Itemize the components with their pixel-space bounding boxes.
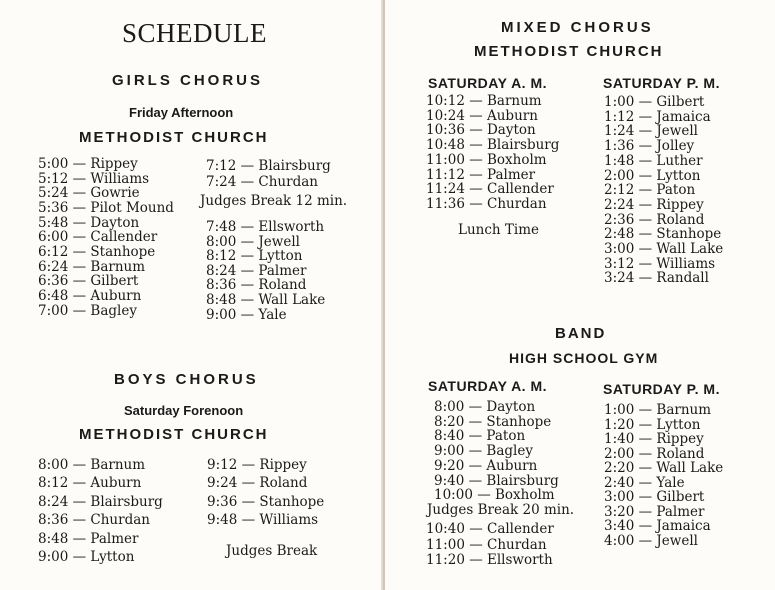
schedule-title: SCHEDULE [122, 18, 267, 48]
boys-chorus-day: Saturday Forenoon [124, 403, 244, 418]
schedule-entry: 3:24 — Randall [604, 270, 709, 287]
schedule-entry: 11:12 — Palmer [426, 166, 536, 183]
schedule-entry: 5:48 — Dayton [38, 214, 140, 231]
schedule-entry: 10:12 — Barnum [426, 93, 542, 109]
schedule-entry: 6:24 — Barnum [38, 258, 146, 275]
schedule-entry: 8:00 — Barnum [38, 457, 146, 473]
schedule-entry: 11:24 — Callender [426, 181, 554, 198]
girls-chorus-location: METHODIST CHURCH [79, 129, 269, 146]
boys-chorus-location: METHODIST CHURCH [79, 426, 269, 443]
schedule-entry: 8:24 — Blairsburg [38, 493, 163, 510]
mixed-chorus-heading: MIXED CHORUS [501, 19, 654, 36]
schedule-entry: 2:12 — Paton [604, 182, 696, 199]
boys-chorus-heading: BOYS CHORUS [114, 371, 259, 388]
band-am-list-b [426, 522, 554, 569]
schedule-entry: 9:12 — Rippey [207, 457, 307, 473]
schedule-entry: 8:48 — Palmer [38, 530, 139, 547]
band-pm-header: SATURDAY P. M. [603, 381, 720, 397]
schedule-entry: 3:00 — Gilbert [604, 489, 705, 505]
girls-judges-break: Judges Break 12 min. [200, 193, 348, 209]
schedule-entry: 9:40 — Blairsburg [434, 472, 559, 489]
schedule-entry: 2:36 — Roland [604, 211, 705, 228]
schedule-entry: 9:00 — Bagley [434, 443, 533, 460]
girls-chorus-heading: GIRLS CHORUS [112, 72, 264, 89]
schedule-entry: 5:00 — Rippey [38, 156, 138, 172]
schedule-entry: 2:24 — Rippey [604, 196, 704, 213]
band-judges-break: Judges Break 20 min. [427, 502, 575, 518]
schedule-entry: 3:20 — Palmer [604, 503, 705, 520]
schedule-entry: 8:00 — Dayton [434, 399, 536, 415]
schedule-entry: 8:12 — Lytton [206, 248, 303, 265]
schedule-entry: 7:24 — Churdan [206, 173, 318, 190]
mixed-pm-header: SATURDAY P. M. [603, 75, 720, 91]
band-pm-list [604, 403, 723, 548]
schedule-entry: 3:12 — Williams [604, 255, 716, 272]
schedule-entry: 2:20 — Wall Lake [604, 460, 724, 476]
schedule-entry: 11:00 — Churdan [426, 536, 547, 553]
schedule-entry: 2:48 — Stanhope [604, 226, 722, 243]
schedule-entry: 10:24 — Auburn [426, 107, 538, 124]
mixed-chorus-am-list [426, 94, 559, 212]
schedule-entry: 9:20 — Auburn [434, 457, 538, 474]
schedule-entry: 10:40 — Callender [426, 521, 554, 537]
schedule-entry: 8:20 — Stanhope [434, 413, 552, 430]
schedule-entry: 2:00 — Lytton [604, 167, 701, 184]
schedule-entry: 11:20 — Ellsworth [426, 552, 553, 568]
schedule-entry: 5:36 — Pilot Mound [38, 199, 174, 216]
schedule-entry: 1:48 — Luther [604, 152, 703, 169]
band-location: HIGH SCHOOL GYM [509, 350, 659, 366]
schedule-entry: 7:12 — Blairsburg [206, 158, 331, 174]
schedule-entry: 1:40 — Rippey [604, 431, 704, 447]
schedule-entry: 10:00 — Boxholm [434, 487, 555, 504]
mixed-lunch-time: Lunch Time [458, 222, 540, 238]
right-page [385, 0, 775, 590]
schedule-entry: 9:36 — Stanhope [207, 493, 325, 510]
schedule-entry: 8:00 — Jewell [206, 233, 300, 250]
boys-chorus-list-1 [38, 456, 163, 566]
schedule-entry: 7:48 — Ellsworth [206, 219, 325, 235]
schedule-entry: 6:00 — Callender [38, 229, 158, 246]
schedule-entry: 4:00 — Jewell [604, 532, 698, 549]
schedule-entry: 10:48 — Blairsburg [426, 137, 560, 154]
schedule-entry: 9:00 — Lytton [38, 549, 135, 566]
schedule-entry: 8:40 — Paton [434, 428, 526, 445]
schedule-entry: 2:40 — Yale [604, 474, 685, 491]
schedule-entry: 1:00 — Barnum [604, 402, 712, 418]
boys-judges-break: Judges Break [226, 543, 318, 559]
girls-chorus-list-2b [206, 220, 325, 322]
schedule-entry: 1:20 — Lytton [604, 416, 701, 433]
schedule-entry: 8:48 — Wall Lake [206, 291, 326, 308]
schedule-entry: 9:00 — Yale [206, 306, 287, 323]
schedule-entry: 9:48 — Williams [207, 512, 319, 529]
schedule-entry: 6:36 — Gilbert [38, 273, 139, 290]
schedule-entry: 1:24 — Jewell [604, 123, 698, 140]
schedule-entry: 5:12 — Williams [38, 170, 150, 187]
schedule-entry: 1:36 — Jolley [604, 138, 695, 155]
mixed-chorus-location: METHODIST CHURCH [474, 43, 664, 60]
schedule-entry: 10:36 — Dayton [426, 122, 536, 139]
girls-chorus-day: Friday Afternoon [129, 105, 234, 120]
schedule-entry: 11:36 — Churdan [426, 195, 547, 212]
mixed-chorus-pm-list [604, 95, 723, 286]
girls-chorus-list-1 [38, 157, 174, 318]
mixed-am-header: SATURDAY A. M. [428, 75, 548, 91]
schedule-entry: 3:40 — Jamaica [604, 518, 711, 534]
schedule-entry: 11:00 — Boxholm [426, 151, 547, 168]
schedule-entry: 5:24 — Gowrie [38, 185, 140, 202]
band-am-list-a [434, 400, 559, 503]
boys-chorus-list-2 [207, 456, 324, 530]
schedule-entry: 1:12 — Jamaica [604, 108, 711, 125]
schedule-entry: 8:36 — Roland [206, 277, 307, 294]
schedule-entry: 8:36 — Churdan [38, 512, 150, 529]
schedule-entry: 7:00 — Bagley [38, 302, 137, 319]
schedule-entry: 1:00 — Gilbert [604, 94, 705, 110]
schedule-entry: 2:00 — Roland [604, 445, 705, 462]
band-heading: BAND [555, 325, 607, 342]
schedule-entry: 6:48 — Auburn [38, 287, 142, 304]
girls-chorus-list-2a [206, 159, 331, 190]
schedule-entry: 6:12 — Stanhope [38, 243, 156, 260]
schedule-entry: 8:12 — Auburn [38, 475, 142, 492]
schedule-entry: 9:24 — Roland [207, 475, 308, 492]
schedule-entry: 8:24 — Palmer [206, 262, 307, 279]
schedule-entry: 3:00 — Wall Lake [604, 241, 724, 258]
band-am-header: SATURDAY A. M. [428, 378, 548, 394]
left-page [0, 0, 383, 590]
